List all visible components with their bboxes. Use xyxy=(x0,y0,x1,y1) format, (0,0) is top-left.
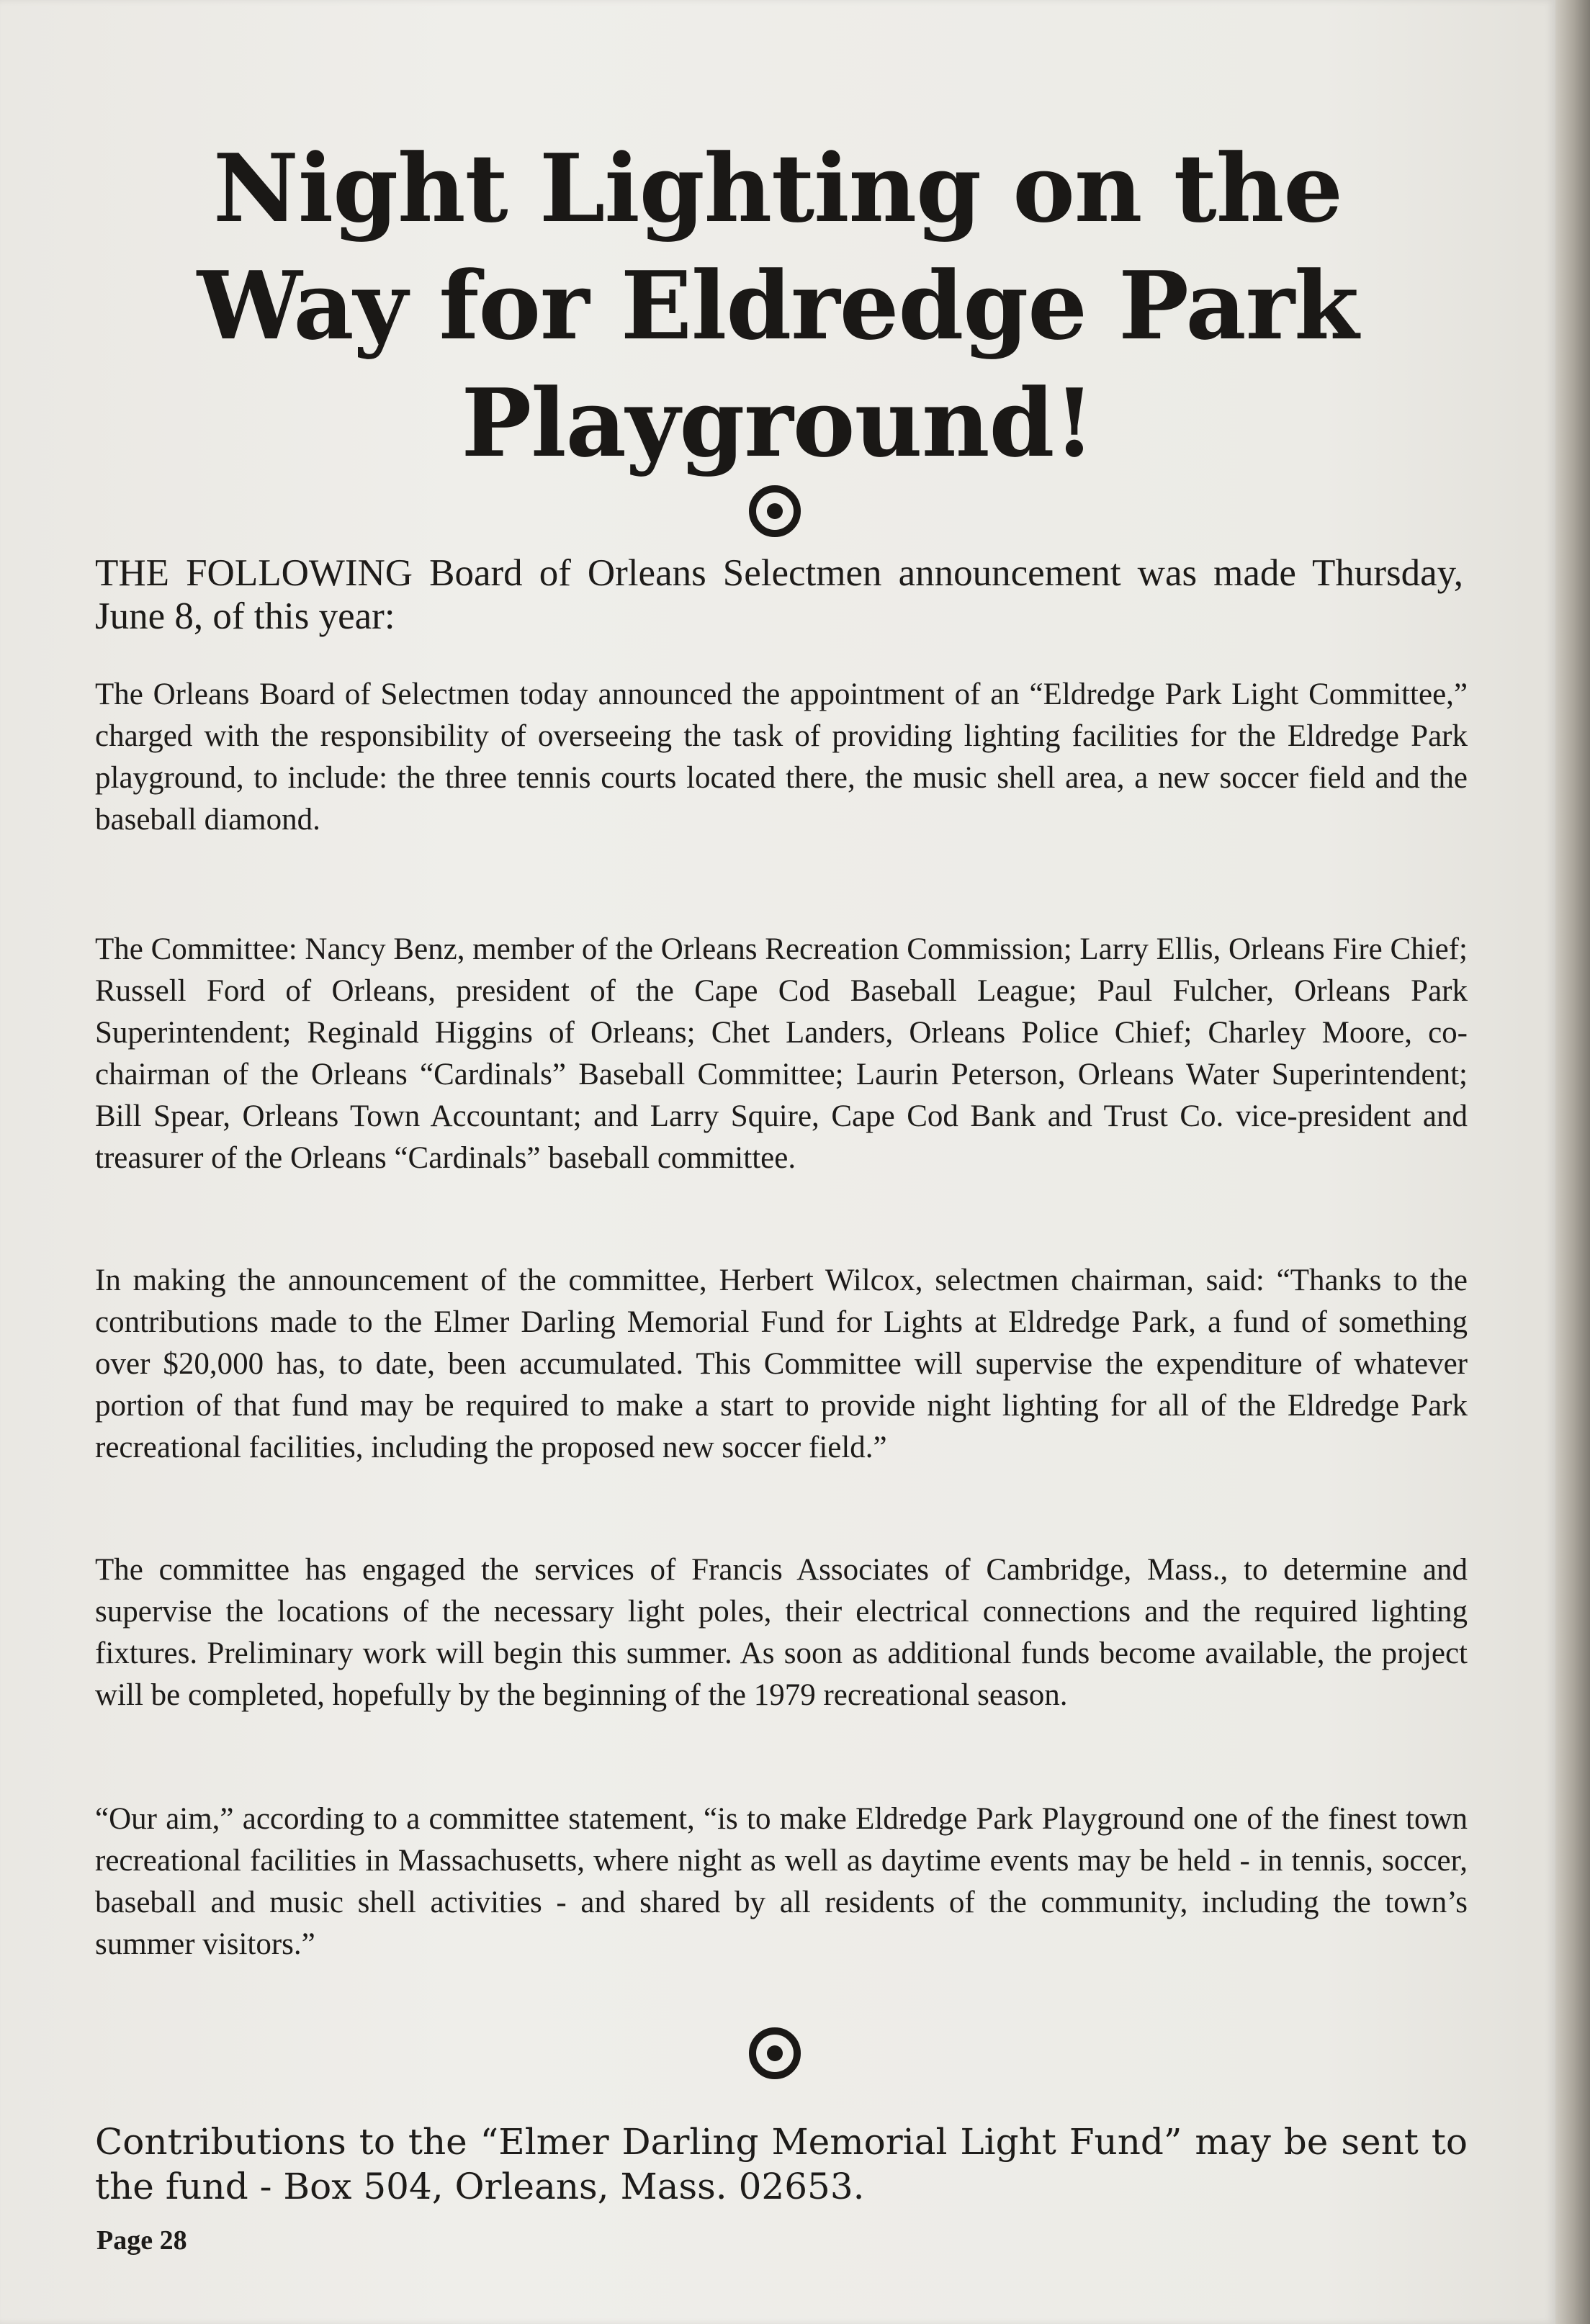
headline: Night Lighting on the Way for Eldredge Park Playground! xyxy=(197,133,1359,478)
page-number: Page 28 xyxy=(96,2225,187,2256)
bullet-ornament-icon xyxy=(749,485,801,537)
lead-paragraph: THE FOLLOWING Board of Orleans Selectmen announcement was made Thursday, June 8, of this year: xyxy=(95,552,1463,637)
body-paragraph-chairman-quote: In making the announcement of the committee, Herbert Wilcox, selectmen chairman, said: “Thanks to the contributions made to the Elmer Darling Memorial Fund for Lights at Eldredge Park, a fund of something over $20,000 has, to date, been accumulated. This Committee will supervise the expenditure of whatever portion of that fund may be required to make a start to provide night lighting for all of the Eldredge Park recreational facilities, including the proposed new soccer field.” xyxy=(95,1264,1468,1464)
contribution-note: Contributions to the “Elmer Darling Memorial Light Fund” may be sent to the fund - Box 504, Orleans, Mass. 02653. xyxy=(95,2121,1468,2207)
bullet-ornament-icon xyxy=(749,2027,801,2079)
body-paragraph-engineers: The committee has engaged the services of Francis Associates of Cambridge, Mass., to determine and supervise the locations of the necessary light poles, their electrical connections and the required lighting fixtures. Preliminary work will begin this summer. As soon as additional funds become available, the project will be completed, hopefully by the beginning of the 1979 recreational season. xyxy=(95,1553,1468,1712)
binding-edge xyxy=(1555,0,1590,2324)
body-paragraph-announcement: The Orleans Board of Selectmen today announced the appointment of an “Eldredge Park Light Committee,” charged with the responsibility of overseeing the task of providing lighting facilities for the Eldredge Park playground, to include: the three tennis courts located there, the music shell area, a new soccer field and the baseball diamond. xyxy=(95,677,1468,837)
body-paragraph-aim: “Our aim,” according to a committee statement, “is to make Eldredge Park Playground one of the finest town recreational facilities in Massachusetts, where night as well as daytime events may be held - in tennis, soccer, baseball and music shell activities - and shared by all residents of the community, including the town’s summer visitors.” xyxy=(95,1802,1468,1961)
body-paragraph-committee: The Committee: Nancy Benz, member of the Orleans Recreation Commission; Larry Ellis, Orleans Fire Chief; Russell Ford of Orleans, president of the Cape Cod Baseball League; Paul Fulcher, Orleans Park Superintendent; Reginald Higgins of Orleans; Chet Landers, Orleans Police Chief; Charley Moore, co-chairman of the Orleans “Cardinals” Baseball Committee; Laurin Peterson, Orleans Water Superintendent; Bill Spear, Orleans Town Accountant; and Larry Squire, Cape Cod Bank and Trust Co. vice-president and treasurer of the Orleans “Cardinals” baseball committee. xyxy=(95,932,1468,1175)
